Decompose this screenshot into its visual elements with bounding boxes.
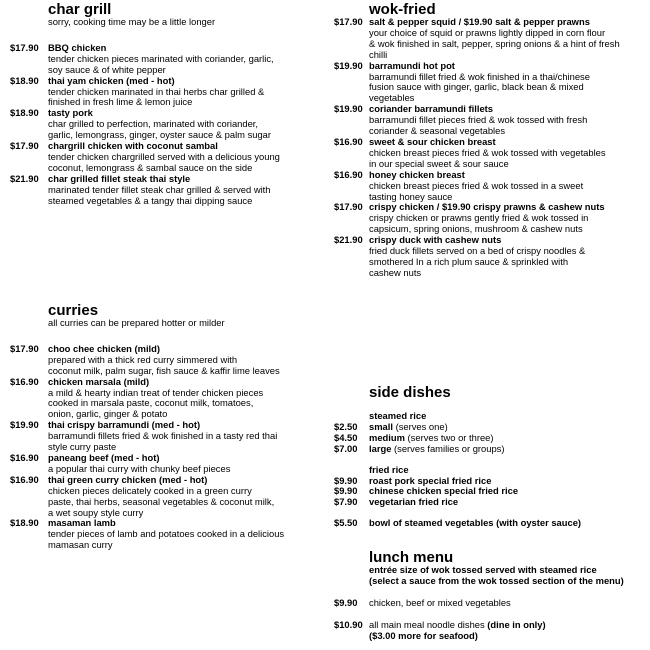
steamed-vegetables-item xyxy=(334,518,650,529)
lunch-item-line xyxy=(369,598,650,609)
item-description: prepared with a thick red curry simmered with xyxy=(48,353,238,365)
menu-item xyxy=(334,235,650,279)
lunch-menu-section xyxy=(334,550,650,642)
item-name: crispy chicken / $19.90 crispy prawns & cashew nuts xyxy=(369,201,605,213)
item-description: soy sauce & of white pepper xyxy=(48,63,166,75)
rice-size: medium xyxy=(369,431,405,443)
menu-item xyxy=(334,202,650,235)
item-price: $2.50 xyxy=(334,420,358,432)
rice-option-line xyxy=(369,444,650,455)
item-description: barramundi fillet fried & wok finished in a thai/chinese xyxy=(369,70,590,82)
item-description: barramundi fillets fried & wok finished in a tasty red thai xyxy=(48,430,278,442)
item-description: vegetables xyxy=(369,92,415,104)
item-price: $16.90 xyxy=(10,451,39,463)
item-name: crispy duck with cashew nuts xyxy=(369,234,502,246)
menu-item xyxy=(10,76,330,109)
item-description: paste, thai herbs, seasonal vegetables & coconut milk, xyxy=(48,495,275,507)
item-price: $17.90 xyxy=(10,140,39,152)
steamed-rice-heading: steamed rice xyxy=(369,410,427,421)
menu-item xyxy=(334,61,650,105)
lunch-item-line xyxy=(369,620,650,631)
char-grill-section xyxy=(10,2,330,207)
item-description: your choice of squid or prawns lightly dipped in corn flour xyxy=(369,26,606,38)
char-grill-subtitle: sorry, cooking time may be a little longer xyxy=(48,16,216,27)
item-description: marinated tender fillet steak char grilled & served with xyxy=(48,183,271,195)
item-name: thai crispy barramundi (med - hot) xyxy=(48,419,201,431)
item-description: chicken breast pieces fried & wok tossed with vegetables xyxy=(369,146,606,158)
menu-item xyxy=(10,453,330,475)
item-price: $9.90 xyxy=(334,485,358,497)
side-dishes-section xyxy=(334,385,650,529)
fried-rice-option xyxy=(334,497,650,508)
item-description: tender pieces of lamb and potatoes cooked in a delicious xyxy=(48,528,285,540)
item-price: $7.90 xyxy=(334,496,358,508)
wok-fried-title: wok-fried xyxy=(369,1,436,18)
item-price: $16.90 xyxy=(334,135,363,147)
item-description: a wet soupy style curry xyxy=(48,506,144,518)
item-name: salt & pepper squid / $19.90 salt & pepper prawns xyxy=(369,16,590,27)
item-price: $10.90 xyxy=(334,618,363,630)
item-name: barramundi hot pot xyxy=(369,59,455,71)
item-name: coriander barramundi fillets xyxy=(369,103,493,115)
item-name: thai green curry chicken (med - hot) xyxy=(48,473,208,485)
item-name: char grilled fillet steak thai style xyxy=(48,172,191,184)
item-description: fried duck fillets served on a bed of crispy noodles & xyxy=(369,245,586,257)
rice-serves: (serves families or groups) xyxy=(391,442,505,454)
item-price: $17.90 xyxy=(10,342,39,354)
item-price: $19.90 xyxy=(334,59,363,71)
curries-section xyxy=(10,303,330,551)
item-name: tasty pork xyxy=(48,107,93,119)
item-description: tender chicken pieces marinated with coriander, garlic, xyxy=(48,52,274,64)
item-price: $21.90 xyxy=(10,172,39,184)
item-price: $18.90 xyxy=(10,107,39,119)
menu-item xyxy=(10,475,330,519)
item-price: $18.90 xyxy=(10,74,39,86)
lunch-menu-line1: entrée size of wok tossed served with steamed rice xyxy=(369,564,597,575)
menu-item xyxy=(10,420,330,453)
item-description: & wok finished in salt, pepper, spring onions & a hint of fresh xyxy=(369,37,620,49)
item-description: steamed vegetables & a tangy thai dipping sauce xyxy=(48,194,253,206)
rice-serves: (serves one) xyxy=(392,420,448,432)
menu-item xyxy=(10,518,330,551)
item-price: $17.90 xyxy=(10,41,39,53)
item-description: coconut milk, palm sugar, fish sauce & kaffir lime leaves xyxy=(48,364,280,376)
item-price: $17.90 xyxy=(334,16,363,27)
rice-serves: (serves two or three) xyxy=(404,431,494,443)
lunch-item-text: chicken, beef or mixed vegetables xyxy=(369,596,511,608)
item-description: coriander & seasonal vegetables xyxy=(369,125,506,137)
menu-item xyxy=(10,377,330,421)
item-price: $5.50 xyxy=(334,517,358,529)
lunch-menu-items xyxy=(334,598,650,642)
item-description: chilli xyxy=(369,48,388,60)
rice-size: large xyxy=(369,442,392,454)
item-name: honey chicken breast xyxy=(369,168,465,180)
curries-subtitle: all curries can be prepared hotter or milder xyxy=(48,317,225,328)
item-price: $17.90 xyxy=(334,201,363,213)
item-description: in our special sweet & sour sauce xyxy=(369,157,509,169)
lunch-item xyxy=(334,598,650,609)
item-name: chargrill chicken with coconut sambal xyxy=(48,140,218,152)
item-description: garlic, lemongrass, ginger, oyster sauce & palm sugar xyxy=(48,129,272,141)
item-name: chinese chicken special fried rice xyxy=(369,485,519,497)
item-price: $16.90 xyxy=(10,473,39,485)
item-description: char grilled to perfection, marinated with coriander, xyxy=(48,118,259,130)
item-description: coconut, lemongrass & sambal sauce on the side xyxy=(48,161,253,173)
item-name: choo chee chicken (mild) xyxy=(48,342,161,354)
item-description: tasting honey sauce xyxy=(369,190,453,202)
item-name: thai yam chicken (med - hot) xyxy=(48,74,175,86)
menu-item xyxy=(334,104,650,137)
item-price: $18.90 xyxy=(10,517,39,529)
item-description: tender chicken chargrilled served with a delicious young xyxy=(48,150,280,162)
menu-item xyxy=(334,137,650,170)
item-name: masaman lamb xyxy=(48,517,116,529)
menu-item xyxy=(10,141,330,174)
char-grill-items xyxy=(10,43,330,207)
menu-item xyxy=(334,17,650,61)
item-price: $9.90 xyxy=(334,474,358,486)
side-dishes-title: side dishes xyxy=(369,384,451,401)
rice-size: small xyxy=(369,420,393,432)
curries-title: curries xyxy=(48,302,99,319)
item-name: roast pork special fried rice xyxy=(369,474,492,486)
item-description: finished in fresh lime & lemon juice xyxy=(48,96,193,108)
item-description: cooked in marsala paste, coconut milk, tomatoes, xyxy=(48,397,254,409)
lunch-menu-title: lunch menu xyxy=(369,549,454,566)
item-description: capsicum, spring onions, mushroom & cashew nuts xyxy=(369,223,583,235)
item-description: crispy chicken or prawns gently fried & wok tossed in xyxy=(369,212,589,224)
item-name: bowl of steamed vegetables (with oyster sauce) xyxy=(369,517,582,529)
menu-item xyxy=(10,43,330,76)
item-name: sweet & sour chicken breast xyxy=(369,135,496,147)
rice-option xyxy=(334,444,650,455)
item-description: chicken breast pieces fried & wok tossed in a sweet xyxy=(369,179,584,191)
lunch-item-seafood-note: ($3.00 more for seafood) xyxy=(369,629,478,641)
item-description: cashew nuts xyxy=(369,266,422,278)
menu-item xyxy=(10,174,330,207)
curries-items xyxy=(10,344,330,551)
item-description: chicken pieces delicately cooked in a green curry xyxy=(48,484,252,496)
item-price: $9.90 xyxy=(334,596,358,608)
item-description: style curry paste xyxy=(48,441,117,453)
item-description: a popular thai curry with chunky beef pieces xyxy=(48,462,231,474)
item-description: fusion sauce with ginger, garlic, black bean & mixed xyxy=(369,81,584,93)
lunch-menu-line2: (select a sauce from the wok tossed section of the menu) xyxy=(369,574,624,586)
item-price: $4.50 xyxy=(334,431,358,443)
menu-item xyxy=(10,344,330,377)
menu-item xyxy=(10,108,330,141)
fried-rice-heading: fried rice xyxy=(369,463,409,475)
lunch-item-note: (dine in only) xyxy=(487,618,546,630)
item-description: a mild & hearty indian treat of tender chicken pieces xyxy=(48,386,264,398)
item-price: $21.90 xyxy=(334,234,363,246)
item-price: $16.90 xyxy=(10,375,39,387)
item-description: smothered In a rich plum sauce & sprinkled with xyxy=(369,255,569,267)
menu-item xyxy=(334,170,650,203)
item-name: vegetarian fried rice xyxy=(369,496,459,508)
lunch-item xyxy=(334,620,650,642)
item-name: paneang beef (med - hot) xyxy=(48,451,160,463)
fried-rice-items xyxy=(334,476,650,509)
item-price: $7.00 xyxy=(334,442,358,454)
item-price: $16.90 xyxy=(334,168,363,180)
item-description: mamasan curry xyxy=(48,539,113,551)
steamed-rice-items xyxy=(334,422,650,455)
wok-fried-section xyxy=(334,2,650,279)
item-price: $19.90 xyxy=(334,103,363,115)
char-grill-title: char grill xyxy=(48,1,112,18)
item-description: onion, garlic, ginger & potato xyxy=(48,408,168,420)
item-name: BBQ chicken xyxy=(48,41,107,53)
item-price: $19.90 xyxy=(10,419,39,431)
lunch-item-text: all main meal noodle dishes xyxy=(369,618,488,630)
item-name: chicken marsala (mild) xyxy=(48,375,150,387)
item-description: barramundi fillet pieces fried & wok tossed with fresh xyxy=(369,114,588,126)
item-description: tender chicken marinated in thai herbs char grilled & xyxy=(48,85,265,97)
wok-fried-items xyxy=(334,17,650,279)
